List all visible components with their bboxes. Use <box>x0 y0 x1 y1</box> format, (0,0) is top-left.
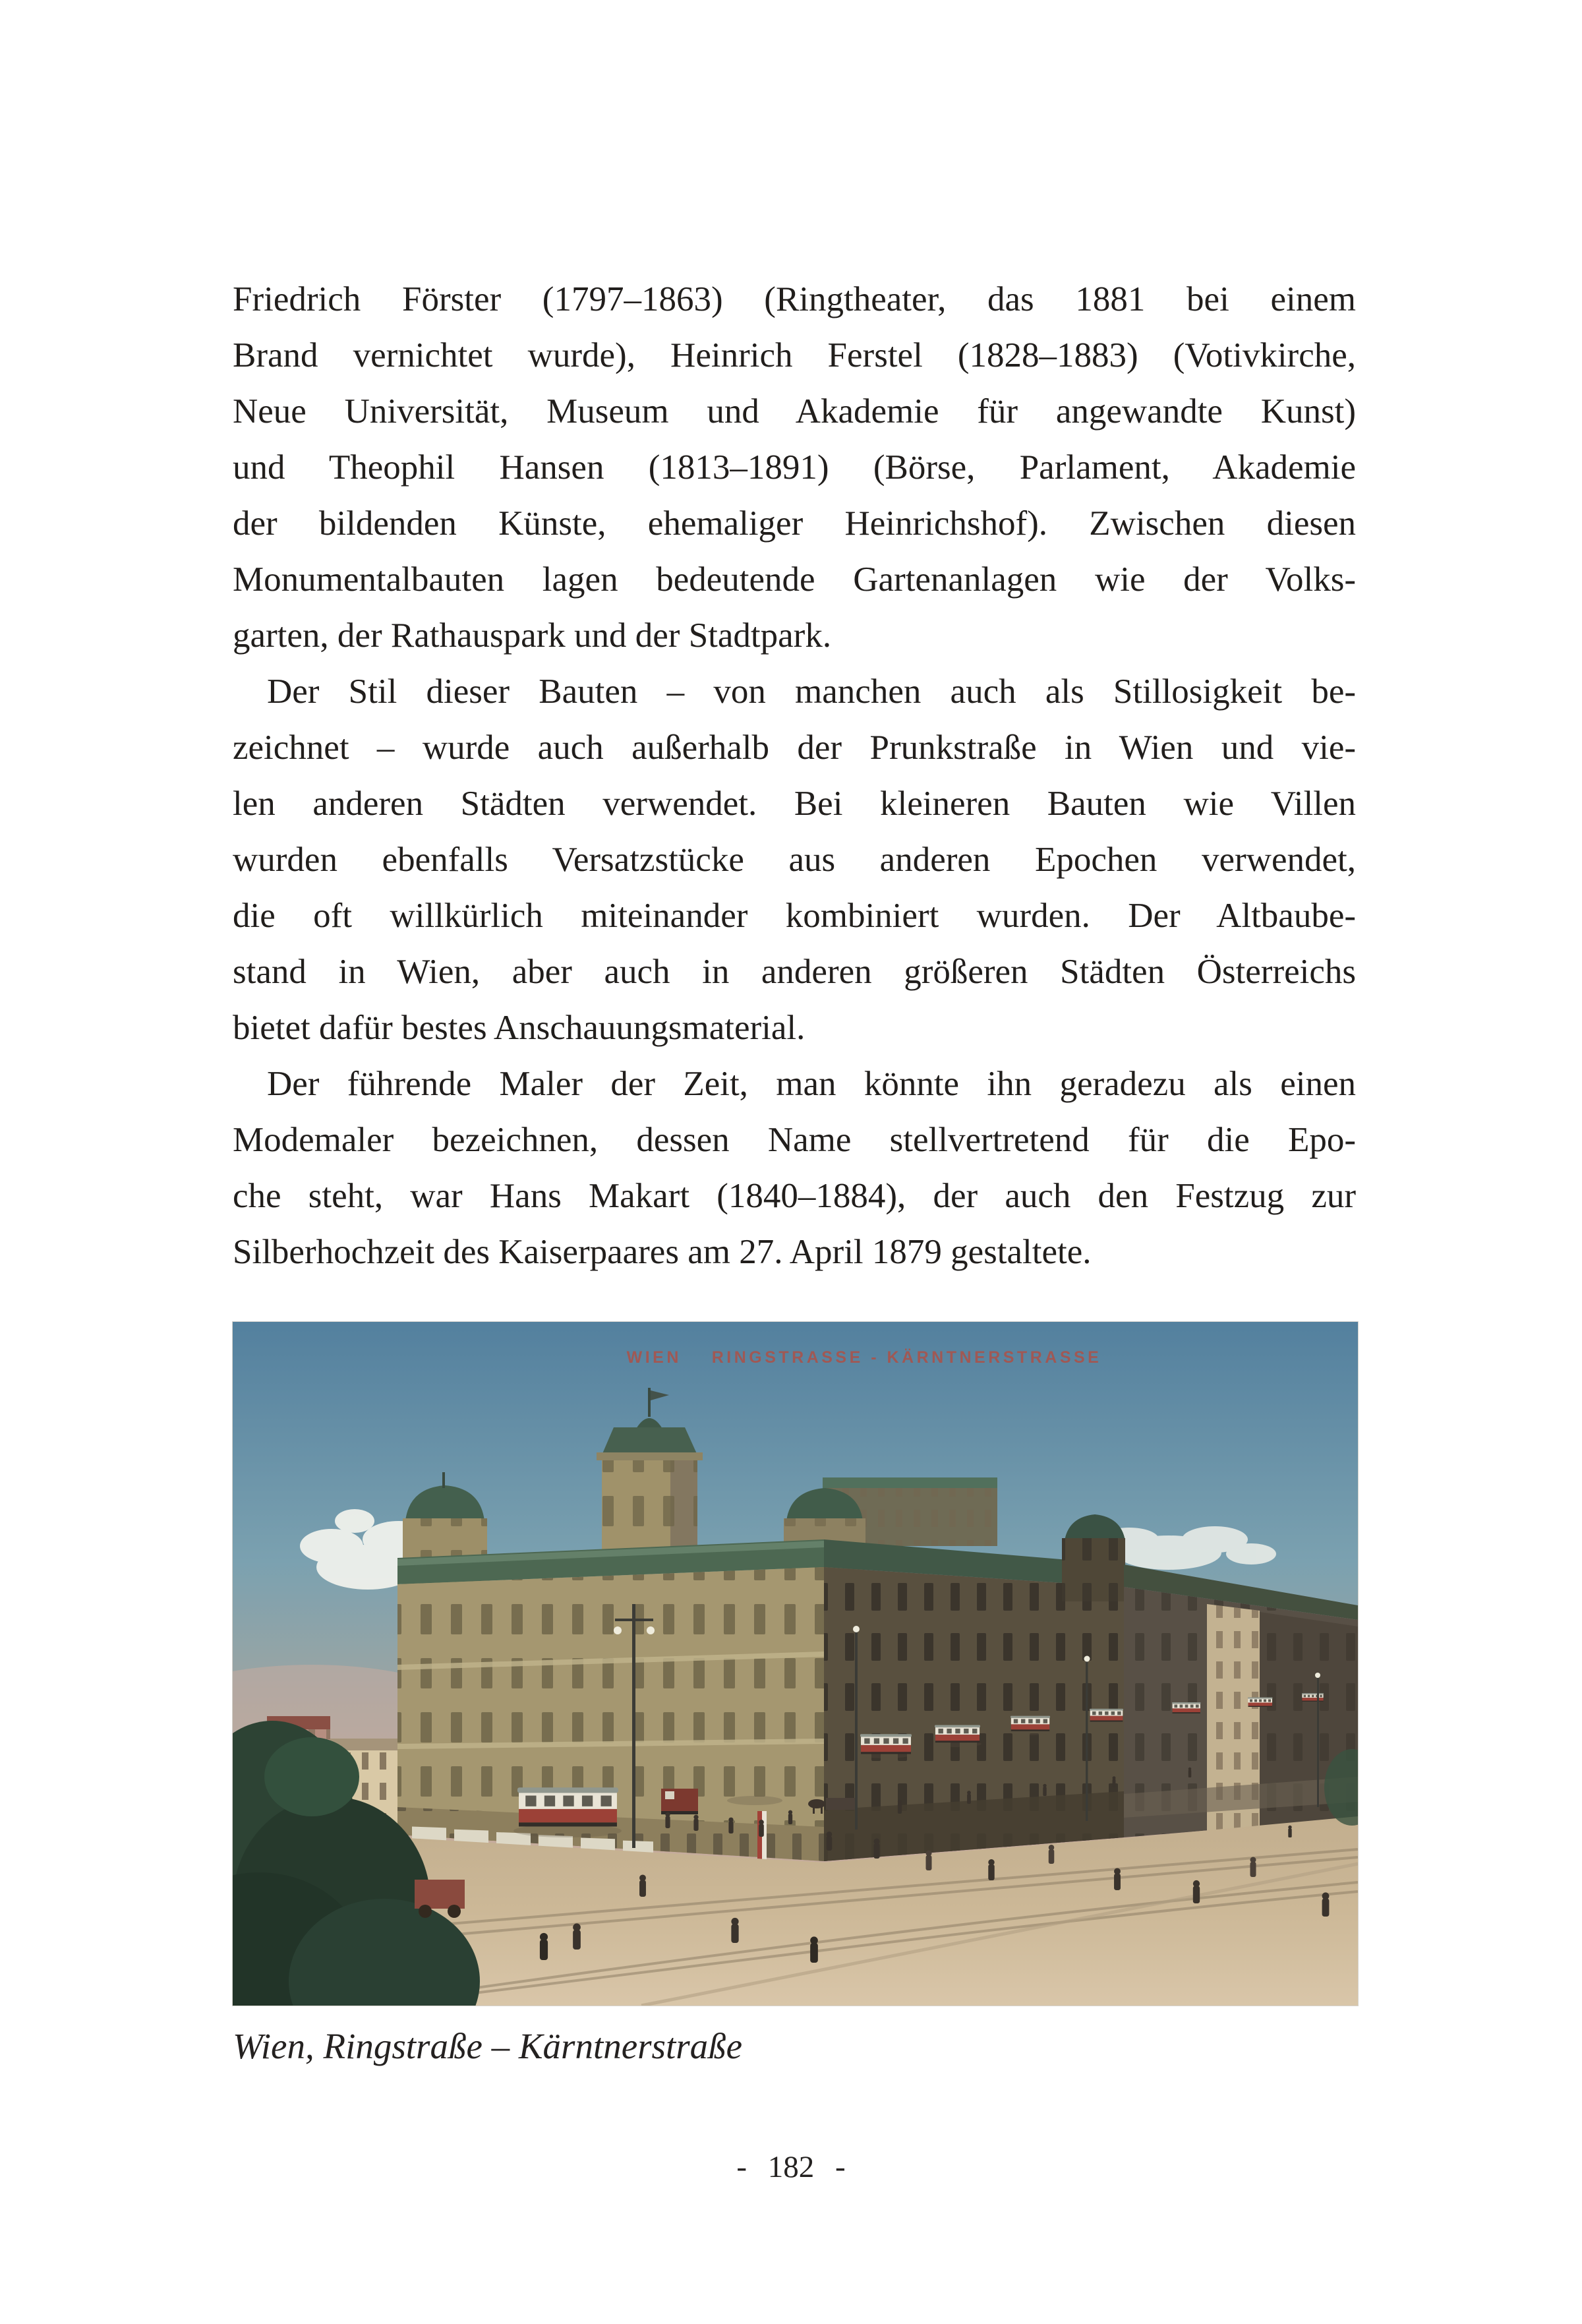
text-line: die oft willkürlich miteinander kombiniert wurden. Der Altbaube- <box>233 897 1356 935</box>
text-line: Modemaler bezeichnen, dessen Name stellvertretend für die Epo- <box>233 1121 1356 1159</box>
text-line: der bildenden Künste, ehemaliger Heinrichshof). Zwischen diesen <box>233 504 1356 543</box>
text-line: Neue Universität, Museum und Akademie für angewandte Kunst) <box>233 392 1356 431</box>
text-line: Friedrich Förster (1797–1863) (Ringtheater, das 1881 bei einem <box>233 280 1356 318</box>
text-line: Der führende Maler der Zeit, man könnte ihn geradezu als einen <box>267 1065 1356 1103</box>
text-line: zeichnet – wurde auch außerhalb der Prunkstraße in Wien und vie- <box>233 729 1356 767</box>
postcard-image <box>233 1322 1358 2006</box>
postcard-title: WIEN RINGSTRASSE - KÄRNTNERSTRASSE <box>626 1348 1102 1367</box>
text-line: Monumentalbauten lagen bedeutende Gartenanlagen wie der Volks- <box>233 560 1356 599</box>
text-line: len anderen Städten verwendet. Bei kleineren Bauten wie Villen <box>233 785 1356 823</box>
page-number: - 182 - <box>736 2150 846 2184</box>
text-line: Silberhochzeit des Kaiserpaares am 27. April 1879 gestaltete. <box>233 1233 1092 1271</box>
postcard-illustration <box>233 1322 1358 2006</box>
body-text <box>233 272 1356 1280</box>
text-line: Der Stil dieser Bauten – von manchen auch als Stillosigkeit be- <box>267 672 1356 711</box>
text-line: stand in Wien, aber auch in anderen größeren Städten Österreichs <box>233 953 1356 991</box>
tram-foreground <box>517 1787 618 1826</box>
text-line: und Theophil Hansen (1813–1891) (Börse, Parlament, Akademie <box>233 448 1356 487</box>
text-line: che steht, war Hans Makart (1840–1884), der auch den Festzug zur <box>233 1177 1356 1215</box>
text-line: bietet dafür bestes Anschauungsmaterial. <box>233 1009 806 1047</box>
text-line: garten, der Rathauspark und der Stadtpark. <box>233 616 832 655</box>
far-right-pavilion <box>1062 1514 1125 1601</box>
image-caption: Wien, Ringstraße – Kärntnerstraße <box>233 2026 743 2066</box>
motor-car <box>661 1789 698 1814</box>
text-line: Brand vernichtet wurde), Heinrich Ferstel (1828–1883) (Votivkirche, <box>233 336 1356 374</box>
text-line: wurden ebenfalls Versatzstücke aus anderen Epochen verwendet, <box>233 841 1356 879</box>
